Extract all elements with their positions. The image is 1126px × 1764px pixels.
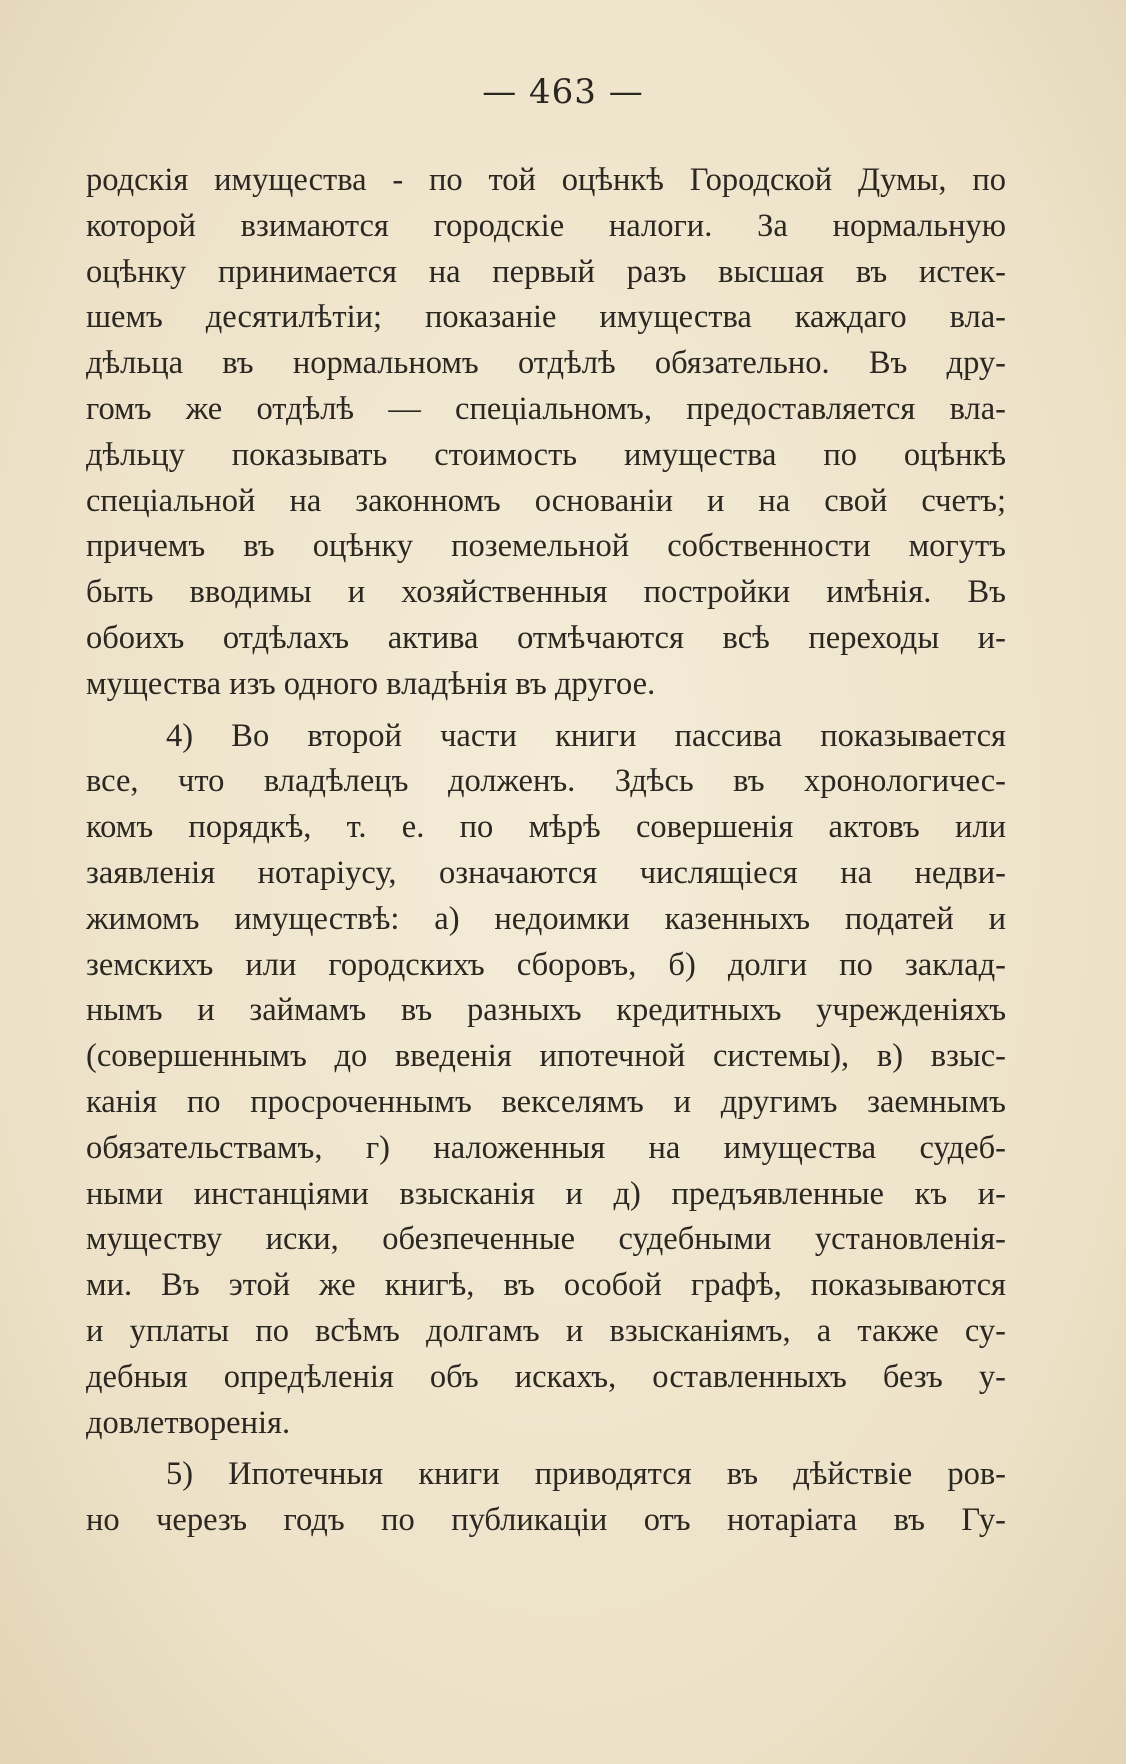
text-line: оцѣнку принимается на первый разъ высшая въ истек- <box>86 253 1006 290</box>
text-line: земскихъ или городскихъ сборовъ, б) долги по заклад- <box>86 946 1006 983</box>
text-line: муществу иски, обезпеченные судебными установленія- <box>86 1221 1006 1258</box>
text-line: довлетворенія. <box>86 1404 291 1441</box>
text-line: ми. Въ этой же книгѣ, въ особой графѣ, показываются <box>86 1267 1006 1304</box>
text-line: родскія имущества - по той оцѣнкѣ Городской Думы, по <box>86 162 1006 198</box>
text-line: шемъ десятилѣтіи; показаніе имущества каждаго вла- <box>86 299 1006 336</box>
text-line: гомъ же отдѣлѣ — спеціальномъ, предоставляется вла- <box>86 390 1006 427</box>
text-line: канія по просроченнымъ векселямъ и другимъ заемнымъ <box>86 1083 1006 1120</box>
text-line: дебныя опредѣленія объ искахъ, оставленныхъ безъ у- <box>86 1358 1006 1395</box>
text-line: комъ порядкѣ, т. е. по мѣрѣ совершенія актовъ или <box>86 809 1006 846</box>
text-line: дѣльца въ нормальномъ отдѣлѣ обязательно. Въ дру- <box>86 345 1006 382</box>
text-line: которой взимаются городскіе налоги. За нормальную <box>86 207 1006 244</box>
text-line: обоихъ отдѣлахъ актива отмѣчаются всѣ переходы и- <box>86 619 1006 656</box>
page-number: — 463 — <box>482 72 644 112</box>
text-line: причемъ въ оцѣнку поземельной собственности могутъ <box>86 528 1006 565</box>
text-line: спеціальной на законномъ основаніи и на свой счетъ; <box>86 482 1006 519</box>
paragraph-2 <box>86 714 1006 1447</box>
text-line: 4) Во второй части книги пассива показывается <box>166 717 1006 754</box>
text-line: дѣльцу показывать стоимость имущества по оцѣнкѣ <box>86 436 1006 473</box>
body-text <box>86 158 1006 1544</box>
text-line: жимомъ имуществѣ: а) недоимки казенныхъ податей и <box>86 900 1006 937</box>
text-line: заявленія нотаріусу, означаются числящіеся на недви- <box>86 854 1006 891</box>
text-line: но черезъ годъ по публикаціи отъ нотаріата въ Гу- <box>86 1502 1006 1539</box>
text-line: и уплаты по всѣмъ долгамъ и взысканіямъ, а также су- <box>86 1312 1006 1349</box>
paragraph-3 <box>86 1452 1006 1544</box>
text-line: нымъ и займамъ въ разныхъ кредитныхъ учрежденіяхъ <box>86 992 1006 1029</box>
paragraph-1 <box>86 158 1006 708</box>
text-line: мущества изъ одного владѣнія въ другое. <box>86 665 656 702</box>
text-line: (совершеннымъ до введенія ипотечной системы), в) взыс- <box>86 1038 1006 1075</box>
text-line: быть вводимы и хозяйственныя постройки имѣнія. Въ <box>86 574 1006 611</box>
text-line: все, что владѣлецъ долженъ. Здѣсь въ хронологичес- <box>86 763 1006 800</box>
text-line: 5) Ипотечныя книги приводятся въ дѣйствіе ров- <box>166 1456 1006 1493</box>
text-line: обязательствамъ, г) наложенныя на имущества судеб- <box>86 1129 1006 1166</box>
text-line: ными инстанціями взысканія и д) предъявленные къ и- <box>86 1175 1006 1212</box>
